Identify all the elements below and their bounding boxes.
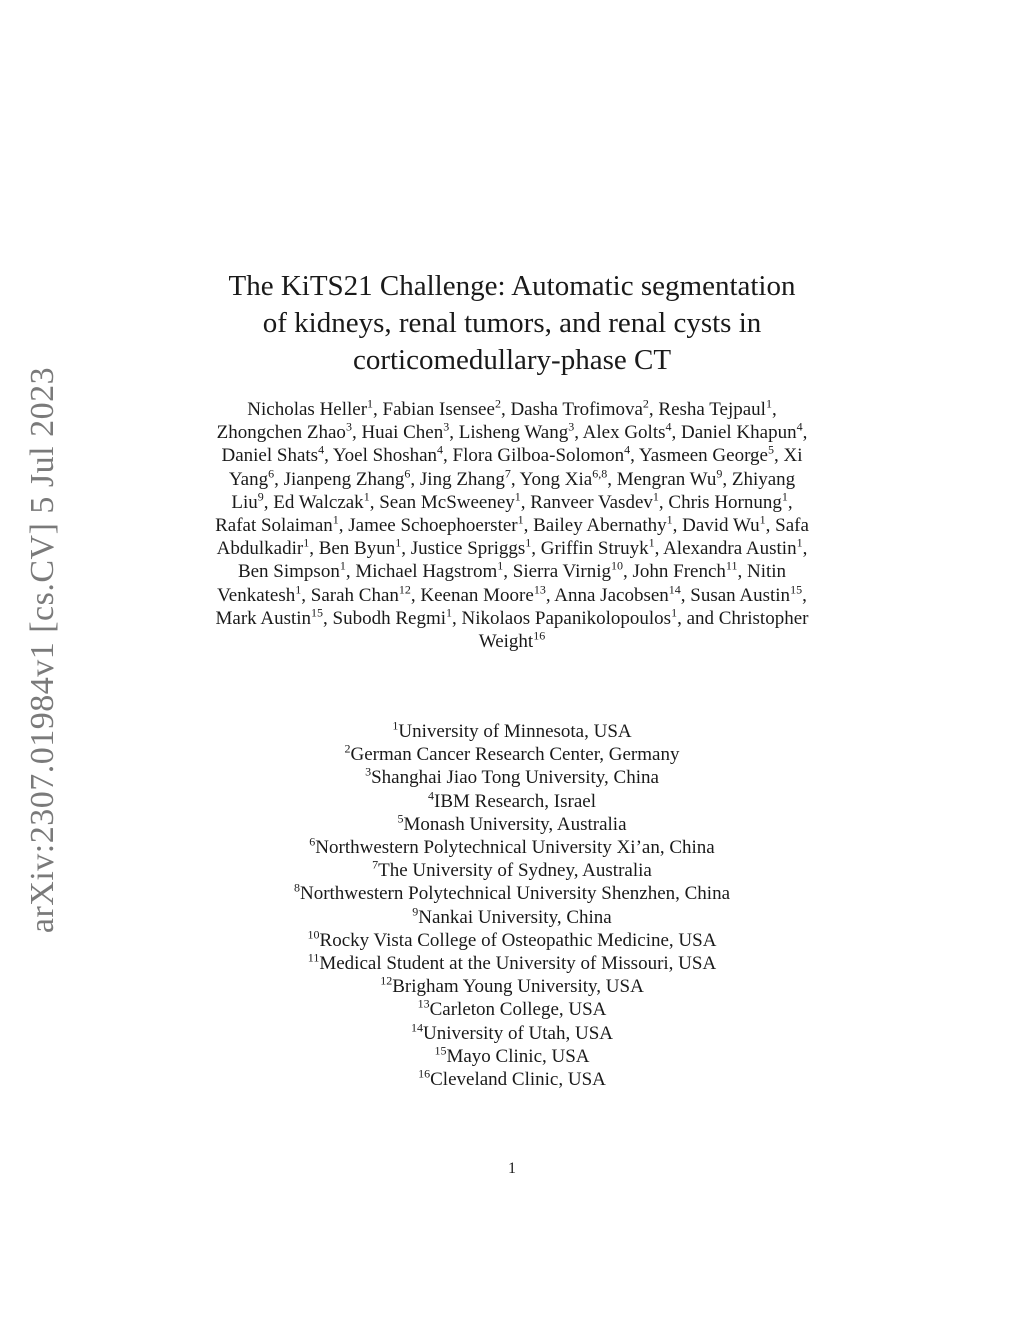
author-name: Nicholas Heller — [247, 399, 368, 420]
author-affiliation-marker: 1 — [446, 605, 453, 620]
author-affiliation-marker: 1 — [666, 512, 673, 527]
affiliation-number: 13 — [417, 997, 430, 1012]
author-affiliation-marker: 6,8 — [592, 466, 608, 481]
author-affiliation-marker: 11 — [725, 559, 738, 574]
author-name: Safa Abdulkadir — [216, 515, 809, 560]
author — [639, 445, 774, 466]
author-name: Nitin Venkatesh — [217, 561, 787, 606]
affiliation — [200, 743, 824, 766]
author-affiliation-marker: 2 — [642, 396, 649, 411]
affiliation-name: Nankai University, China — [418, 906, 612, 928]
author-affiliation-marker: 4 — [437, 443, 444, 458]
author-affiliation-marker: 10 — [611, 559, 624, 574]
author — [663, 535, 803, 560]
author-name: Zhiyang Liu — [231, 468, 796, 513]
author — [382, 396, 501, 420]
affiliation-number: 8 — [293, 881, 300, 896]
author-name: Susan Austin — [690, 584, 791, 606]
author-affiliation-marker: 14 — [668, 582, 681, 597]
author — [215, 512, 339, 537]
author — [510, 396, 649, 420]
affiliation-number: 6 — [309, 834, 316, 849]
paper-title — [200, 268, 824, 379]
author-affiliation-marker: 16 — [533, 628, 546, 643]
affiliation — [200, 952, 824, 975]
affiliation-number: 11 — [307, 950, 320, 965]
author — [513, 561, 623, 582]
author-affiliation-marker: 3 — [443, 419, 450, 434]
author-name: Daniel Khapun — [681, 422, 797, 444]
author-name: Anna Jacobsen — [554, 584, 669, 606]
affiliation-number: 1 — [392, 718, 399, 733]
author-affiliation-marker: 3 — [345, 419, 352, 434]
affiliation — [200, 906, 824, 929]
author-affiliation-marker: 1 — [497, 559, 504, 574]
author — [361, 419, 450, 444]
author-affiliation-marker: 1 — [796, 535, 803, 550]
author-name: Mark Austin — [215, 607, 312, 629]
author-affiliation-marker: 13 — [533, 582, 546, 597]
author-affiliation-marker: 1 — [652, 489, 659, 504]
affiliation — [200, 859, 824, 882]
author-affiliation-marker: 15 — [311, 605, 324, 620]
author-name: Jianpeng Zhang — [283, 468, 405, 490]
author-name: Zhongchen Zhao — [216, 422, 346, 444]
affiliation-number: 16 — [418, 1066, 431, 1081]
author-affiliation-marker: 1 — [517, 512, 524, 527]
affiliation-name: German Cancer Research Center, Germany — [350, 744, 680, 766]
author-name: Sean McSweeney — [379, 491, 515, 513]
author-name: Christopher Weight — [478, 607, 809, 653]
author-name: Rafat Solaiman — [215, 515, 333, 537]
affiliation — [200, 975, 824, 998]
author-affiliation-marker: 1 — [339, 559, 346, 574]
author — [216, 419, 352, 444]
author-affiliation-marker: 1 — [514, 489, 521, 504]
author-list: Nicholas Heller$^1$, Fabian Isensee$^2$, Dasha Trofimova$^2$, Resha Tejpaul$^1$, Zhongchen Zhao$^3$, Huai Chen$^3$, Lisheng Wang$^3$, Alex Golts$^4$, Daniel Khapun$^4$, Daniel Shats$^4$, Yoel Shoshan$^4$, Flora Gilboa-Solomon$^4$, Yasmeen George$^5$, Xi Yang$^6$, Jianpeng Zhang$^6$, Jing Zhang$^7$, Yong Xia$^{6,8}$, Mengran Wu$^9$, Zhiyang Liu$^9$, Ed Walczak$^1$, Sean McSweeney$^1$, Ranveer Vasdev$^1$, Chris Hornung$^1$, Rafat Solaiman$^1$, Jamee Schoephoerster$^1$, Bailey Abernathy$^1$, David Wu$^1$, Safa Abdulkadir$^1$, Ben Byun$^1$, Justice Spriggs$^1$, Griffin Struyk$^1$, Alexandra Austin$^1$, Ben Simpson$^1$, Michael Hagstrom$^1$, Sierra Virnig$^{10}$, John French$^{11}$, Nitin Venkatesh$^1$, Sarah Chan$^{12}$, Keenan Moore$^{13}$, Anna Jacobsen$^{14}$, Susan Austin$^{15}$, Mark Austin$^{15}$, Subodh Regmi$^1$, Nikolaos Papanikolopoulos$^1$, and Christopher Weight$^{16}$ — [215, 396, 809, 653]
author — [616, 466, 723, 490]
author — [410, 535, 532, 560]
author-affiliation-marker: 1 — [303, 535, 310, 550]
author-name: Sierra Virnig — [512, 561, 612, 583]
affiliation-name: Monash University, Australia — [403, 813, 627, 835]
author — [420, 582, 546, 606]
affiliation — [200, 836, 824, 859]
author-name: Fabian Isensee — [382, 399, 495, 420]
author-affiliation-marker: 4 — [796, 419, 803, 434]
affiliation — [200, 882, 824, 905]
affiliation — [200, 929, 824, 952]
author-affiliation-marker: 1 — [395, 535, 402, 550]
author-name: Alexandra Austin — [663, 538, 797, 560]
author — [668, 489, 788, 513]
affiliation-number: 7 — [372, 857, 379, 872]
author-name: Chris Hornung — [668, 491, 782, 513]
author — [458, 419, 575, 444]
affiliation-number: 2 — [344, 741, 351, 756]
author-name: Bailey Abernathy — [533, 515, 667, 537]
author — [419, 466, 511, 490]
affiliation-name: Shanghai Jiao Tong University, China — [371, 767, 659, 789]
author-name: Subodh Regmi — [332, 607, 447, 629]
author-affiliation-marker: 9 — [716, 466, 723, 481]
author-name: Sarah Chan — [310, 584, 399, 606]
author-affiliation-marker: 1 — [525, 535, 532, 550]
author-affiliation-marker: 1 — [671, 605, 678, 620]
affiliation-name: Northwestern Polytechnical University Xi’an, China — [315, 837, 715, 859]
affiliation-name: Northwestern Polytechnical University Shenzhen, China — [299, 883, 731, 905]
author-name: Dasha Trofimova — [510, 399, 643, 420]
affiliation — [200, 720, 824, 743]
author — [332, 605, 453, 629]
affiliation — [200, 766, 824, 789]
author-name: Daniel Shats — [221, 445, 319, 467]
page-number: 1 — [508, 1160, 516, 1177]
author — [247, 396, 374, 420]
author — [273, 489, 370, 513]
author-name: Keenan Moore — [420, 584, 534, 606]
author-affiliation-marker: 7 — [504, 466, 511, 481]
author-affiliation-marker: 6 — [404, 466, 411, 481]
author-conjunction: and — [686, 607, 714, 629]
affiliation — [200, 998, 824, 1021]
affiliation-list — [200, 720, 824, 1091]
title-line: of kidneys, renal tumors, and renal cysts in — [262, 307, 762, 339]
author-name: Yoel Shoshan — [332, 445, 438, 467]
author — [215, 605, 324, 629]
affiliation-number: 10 — [307, 927, 320, 942]
affiliation-name: University of Utah, USA — [423, 1022, 613, 1044]
author — [310, 582, 411, 606]
author-affiliation-marker: 1 — [332, 512, 339, 527]
arxiv-identifier-text: arXiv:2307.01984v1 [cs.CV] 5 Jul 2023 — [24, 366, 61, 934]
affiliation-name: Medical Student at the University of Missouri, USA — [319, 953, 717, 975]
author — [658, 396, 772, 420]
author-affiliation-marker: 1 — [759, 512, 766, 527]
author-name: Ben Simpson — [237, 561, 340, 583]
author — [348, 512, 524, 537]
author-affiliation-marker: 2 — [494, 396, 501, 411]
author-affiliation-marker: 3 — [568, 419, 575, 434]
author-affiliation-marker: 6 — [268, 466, 275, 481]
author-name: Jing Zhang — [419, 468, 505, 490]
author — [519, 466, 608, 490]
author — [221, 445, 324, 466]
affiliation-number: 3 — [365, 765, 372, 780]
author-name: Jamee Schoephoerster — [348, 515, 518, 537]
affiliation-name: Mayo Clinic, USA — [446, 1045, 590, 1067]
author — [318, 535, 402, 560]
author-affiliation-marker: 5 — [768, 443, 774, 458]
affiliation — [200, 790, 824, 813]
author-affiliation-marker: 1 — [367, 396, 374, 411]
author — [540, 535, 655, 560]
author — [530, 489, 659, 513]
author-affiliation-marker: 1 — [765, 396, 772, 411]
title-line: corticomedullary-phase CT — [352, 344, 672, 376]
affiliation-number: 4 — [428, 788, 435, 803]
affiliation-name: The University of Sydney, Australia — [378, 860, 652, 882]
author-name: Nikolaos Papanikolopoulos — [461, 607, 672, 629]
author — [533, 512, 673, 537]
author-affiliation-marker: 12 — [398, 582, 411, 597]
author-name: Ben Byun — [318, 538, 396, 560]
author-name: Xi Yang — [228, 445, 803, 490]
affiliation-name: Cleveland Clinic, USA — [430, 1069, 606, 1091]
affiliation-number: 15 — [434, 1043, 447, 1058]
author-name: Flora Gilboa-Solomon — [452, 445, 625, 467]
author — [453, 445, 631, 466]
author-name: Yong Xia — [519, 468, 593, 490]
affiliation-name: Rocky Vista College of Osteopathic Medicine, USA — [319, 929, 717, 951]
author — [238, 561, 346, 582]
author-name: Yasmeen George — [638, 445, 768, 467]
author-affiliation-marker: 9 — [257, 489, 264, 504]
affiliation-number: 12 — [380, 973, 393, 988]
author — [682, 512, 766, 537]
author-name: Huai Chen — [361, 422, 444, 444]
author-name: Alex Golts — [582, 422, 666, 444]
author — [333, 445, 443, 466]
title-line: The KiTS21 Challenge: Automatic segmentation — [228, 270, 796, 302]
author-name: Ed Walczak — [273, 491, 364, 513]
author-name: Griffin Struyk — [540, 538, 649, 560]
author-name: Michael Hagstrom — [355, 561, 498, 583]
affiliation-number: 5 — [397, 811, 404, 826]
affiliation-name: Brigham Young University, USA — [392, 976, 644, 998]
author — [633, 561, 738, 582]
affiliation-name: University of Minnesota, USA — [398, 721, 632, 742]
affiliation — [200, 1068, 824, 1091]
author — [355, 561, 503, 582]
author — [461, 605, 678, 629]
affiliation-number: 14 — [411, 1020, 423, 1035]
affiliation — [200, 1045, 824, 1068]
affiliation-name: Carleton College, USA — [429, 999, 607, 1021]
author-affiliation-marker: 1 — [781, 489, 788, 504]
author-name: Justice Spriggs — [410, 538, 526, 560]
affiliation-name: IBM Research, Israel — [434, 790, 596, 812]
affiliation-number: 9 — [412, 904, 419, 919]
affiliation — [200, 1022, 824, 1045]
author-affiliation-marker: 1 — [363, 489, 370, 504]
author — [681, 419, 803, 444]
author-name: Lisheng Wang — [458, 422, 569, 444]
author-affiliation-marker: 1 — [648, 535, 655, 550]
author — [582, 419, 672, 444]
author-affiliation-marker: 4 — [318, 443, 325, 458]
author — [283, 466, 411, 490]
author-affiliation-marker: 4 — [624, 443, 631, 458]
author — [554, 582, 681, 606]
author-name: Mengran Wu — [616, 468, 717, 490]
author-name: Ranveer Vasdev — [530, 491, 653, 513]
author-affiliation-marker: 4 — [665, 419, 672, 434]
author-name: Resha Tejpaul — [658, 399, 766, 420]
author-affiliation-marker: 1 — [295, 582, 302, 597]
author — [690, 582, 803, 606]
author — [379, 489, 521, 513]
affiliation — [200, 813, 824, 836]
author-name: David Wu — [682, 515, 760, 537]
author-affiliation-marker: 15 — [790, 582, 803, 597]
author-name: John French — [632, 561, 726, 583]
